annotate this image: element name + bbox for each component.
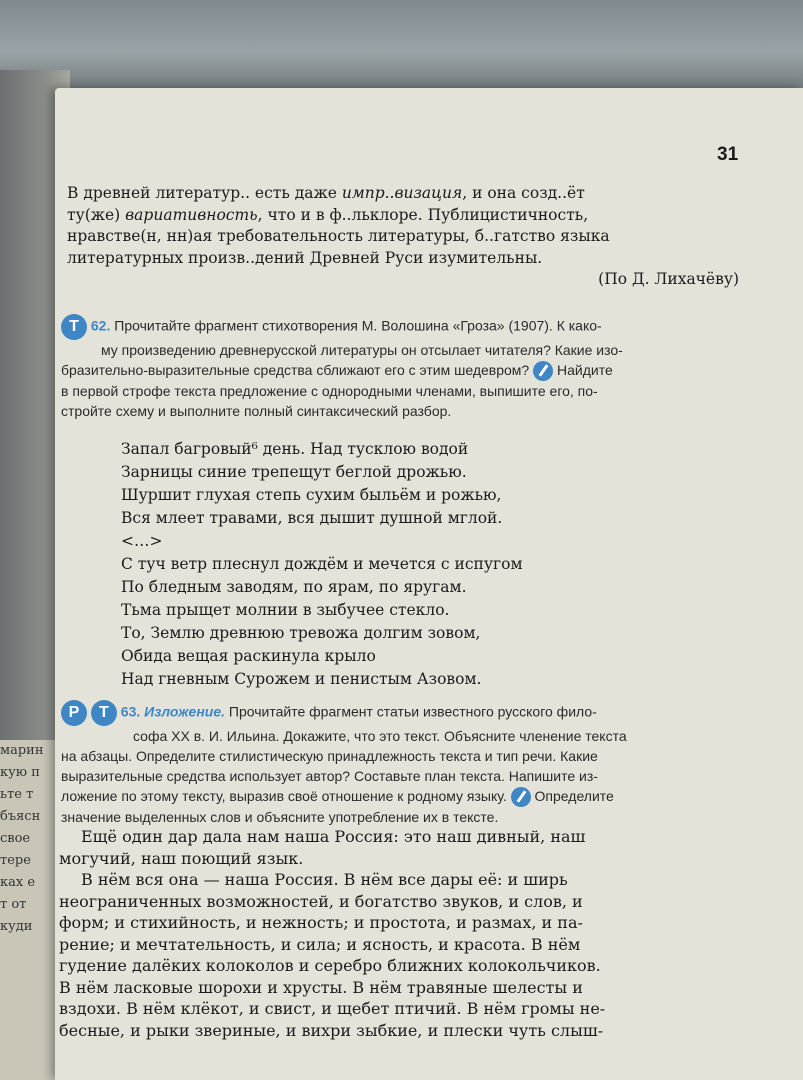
- speech-badge-icon: Р: [61, 700, 87, 726]
- task-line: софа XX в. И. Ильина. Докажите, что это текст. Объясните членение текста: [133, 728, 627, 744]
- task-number: 62.: [90, 317, 111, 334]
- task-text: Прочитайте фрагмент стихотворения М. Волошина «Гроза» (1907). К како-: [114, 317, 602, 334]
- underlying-text-line: свое: [0, 831, 31, 846]
- quote-text: ту(же): [67, 205, 126, 224]
- poem-line: Зарницы синие трепещут беглой дрожью.: [121, 463, 467, 481]
- prose-excerpt: [59, 826, 759, 1041]
- poem-fragment: [121, 438, 523, 691]
- underlying-text-line: ьте т: [0, 787, 34, 802]
- prose-line: гудение далёких колоколов и серебро ближних колокольчиков.: [59, 956, 601, 975]
- prose-line: форм; и стихийность, и нежность; и простота, и размах, и па-: [59, 913, 583, 932]
- prose-line: Ещё один дар дала нам наша Россия: это наш дивный, наш: [81, 827, 586, 846]
- task-line: [61, 314, 751, 340]
- quote-text: , и она созд..ёт: [462, 184, 585, 202]
- prose-line: вздохи. В нём клёкот, и свист, и щебет птичий. В нём громы не-: [59, 999, 606, 1018]
- prose-line: бесные, и рыки звериные, и вихри зыбкие, и плески чуть слыш-: [59, 1020, 604, 1040]
- prose-line: рение; и мечтательность, и сила; и ясность, и красота. В нём: [59, 934, 581, 954]
- theory-badge-icon: Т: [61, 314, 87, 340]
- theory-badge-icon: Т: [91, 700, 117, 726]
- poem-line: По бледным заводям, по ярам, по яругам.: [121, 578, 467, 596]
- underlying-text-line: тере: [0, 853, 31, 868]
- prose-line: В нём ласковые шорохи и хрусты. В нём травяные шелесты и: [59, 977, 583, 997]
- poem-line: То, Землю древнюю тревожа долгим зовом,: [121, 624, 481, 642]
- task-line: на абзацы. Определите стилистическую принадлежность текста и тип речи. Какие: [61, 748, 598, 764]
- task-line: [61, 700, 751, 726]
- task-line: стройте схему и выполните полный синтаксический разбор.: [61, 403, 452, 420]
- pencil-icon: [511, 787, 531, 807]
- desk-background-top: [0, 0, 803, 95]
- prose-line: В нём вся она — наша Россия. В нём все дары её: и ширь: [81, 870, 568, 889]
- poem-line: <…>: [121, 532, 163, 550]
- quote-source: (По Д. Лихачёву): [598, 270, 739, 288]
- task-number: 63.: [120, 703, 141, 720]
- quote-text: В древней литератур.. есть даже: [67, 184, 342, 202]
- task-text: Найдите: [556, 362, 613, 378]
- task-line: [61, 786, 751, 807]
- quote-line: [67, 205, 739, 227]
- task-text: Прочитайте фрагмент статьи известного русского фило-: [228, 703, 597, 720]
- underlying-page-fragment: [0, 740, 62, 1080]
- pencil-icon: [533, 361, 553, 381]
- textbook-page: [55, 88, 803, 1080]
- quote-italic-word: вариативность: [125, 205, 258, 224]
- poem-line: С туч ветр плеснул дождём и мечется с испугом: [121, 555, 523, 573]
- quote-line: нравстве(н, нн)ая требовательность литературы, б..гатство языка: [67, 227, 610, 245]
- task-line: выразительные средства использует автор? Составьте план текста. Напишите из-: [61, 768, 598, 784]
- underlying-text-line: бъясн: [0, 809, 41, 824]
- quote-paragraph: [67, 183, 739, 291]
- task-line: значение выделенных слов и объясните употребление их в тексте.: [61, 809, 499, 826]
- task-text: ложение по этому тексту, выразив своё отношение к родному языку.: [61, 788, 507, 804]
- poem-line: Шуршит глухая степь сухим быльём и рожью,: [121, 486, 502, 504]
- poem-line: Тьма прыщет молнии в зыбучее стекло.: [121, 601, 450, 619]
- quote-line: [67, 183, 739, 205]
- prose-line: могучий, наш поющий язык.: [59, 848, 304, 868]
- underlying-text-line: т от: [0, 897, 27, 912]
- task-62: [61, 314, 751, 421]
- task-line: [61, 360, 751, 381]
- underlying-text-line: марин: [0, 743, 44, 758]
- quote-line: литературных произв..дений Древней Руси изумительны.: [67, 248, 543, 267]
- page-number: 31: [717, 144, 739, 165]
- task-line: в первой строфе текста предложение с однородными членами, выпишите его, по-: [61, 383, 598, 400]
- task-63: [61, 700, 751, 827]
- poem-line: Над гневным Сурожем и пенистым Азовом.: [121, 670, 482, 688]
- task-text: бразительно-выразительные средства сближают его с этим шедевром?: [61, 362, 530, 378]
- poem-line: Вся млеет травами, вся дышит душной мглой.: [121, 509, 503, 527]
- underlying-text-line: кую п: [0, 765, 40, 780]
- underlying-text-line: ках е: [0, 875, 36, 890]
- prose-line: неограниченных возможностей, и богатство звуков, и слов, и: [59, 891, 583, 911]
- poem-line: Запал багровый⁶ день. Над тусклою водой: [121, 440, 469, 458]
- quote-italic-word: импр..визация: [341, 184, 463, 202]
- quote-text: , что и в ф..льклоре. Публицистичность,: [257, 205, 589, 224]
- underlying-text-line: куди: [0, 919, 33, 934]
- task-text: Определите: [534, 788, 614, 804]
- task-heading: Изложение.: [144, 703, 226, 720]
- task-line: му произведению древнерусской литературы он отсылает читателя? Какие изо-: [101, 342, 623, 358]
- poem-line: Обида вещая раскинула крыло: [121, 647, 376, 665]
